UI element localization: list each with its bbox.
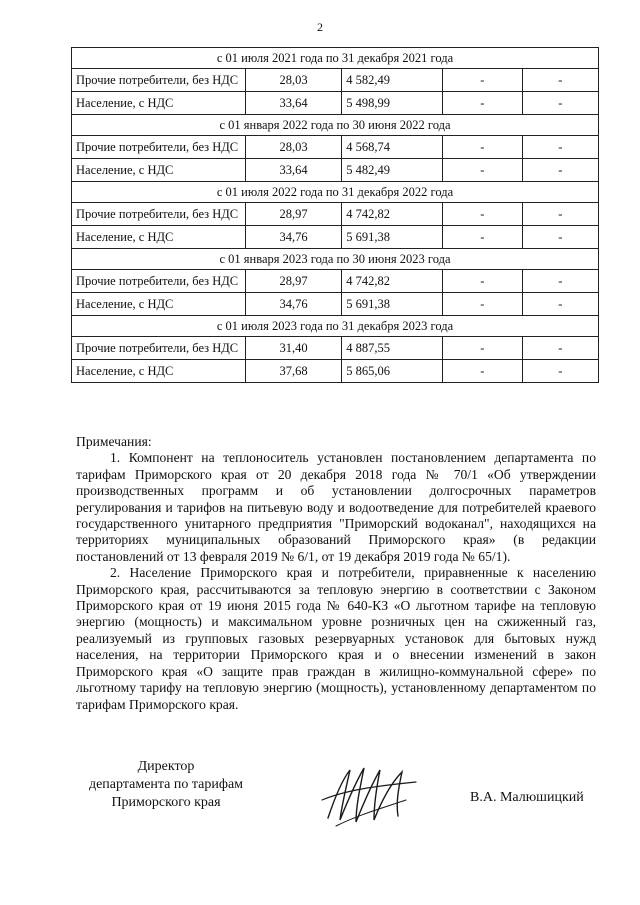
tariff-table bbox=[71, 47, 599, 383]
period-header-row bbox=[72, 249, 599, 270]
period-title: с 01 января 2022 года по 30 июня 2022 года bbox=[72, 115, 599, 136]
tariff-value-2-cell: 4 568,74 bbox=[342, 136, 443, 159]
tariff-value-3-cell: - bbox=[442, 136, 522, 159]
tariff-value-1-cell: 33,64 bbox=[245, 92, 341, 115]
tariff-value-3-cell: - bbox=[442, 293, 522, 316]
tariff-value-3-cell: - bbox=[442, 92, 522, 115]
tariff-value-4-cell: - bbox=[522, 136, 598, 159]
period-header-row bbox=[72, 115, 599, 136]
table-row bbox=[72, 92, 599, 115]
tariff-value-4-cell: - bbox=[522, 293, 598, 316]
period-title: с 01 июля 2022 года по 31 декабря 2022 года bbox=[72, 182, 599, 203]
tariff-value-1-cell: 28,03 bbox=[245, 69, 341, 92]
table-row bbox=[72, 226, 599, 249]
tariff-value-2-cell: 4 742,82 bbox=[342, 203, 443, 226]
tariff-value-4-cell: - bbox=[522, 270, 598, 293]
consumer-category-cell: Население, с НДС bbox=[72, 159, 246, 182]
tariff-value-3-cell: - bbox=[442, 337, 522, 360]
period-header-row bbox=[72, 316, 599, 337]
consumer-category-cell: Прочие потребители, без НДС bbox=[72, 203, 246, 226]
consumer-category-cell: Население, с НДС bbox=[72, 293, 246, 316]
signer-position-line-3: Приморского края bbox=[111, 795, 221, 810]
period-header-row bbox=[72, 182, 599, 203]
table-row bbox=[72, 69, 599, 92]
tariff-value-2-cell: 5 865,06 bbox=[342, 360, 443, 383]
signer-position bbox=[66, 758, 266, 812]
tariff-value-2-cell: 4 742,82 bbox=[342, 270, 443, 293]
period-title: с 01 января 2023 года по 30 июня 2023 года bbox=[72, 249, 599, 270]
table-row bbox=[72, 293, 599, 316]
tariff-value-3-cell: - bbox=[442, 203, 522, 226]
notes-title: Примечания: bbox=[76, 434, 152, 449]
tariff-value-2-cell: 5 691,38 bbox=[342, 293, 443, 316]
notes-section bbox=[76, 434, 596, 713]
tariff-value-3-cell: - bbox=[442, 270, 522, 293]
period-title: с 01 июля 2023 года по 31 декабря 2023 года bbox=[72, 316, 599, 337]
consumer-category-cell: Население, с НДС bbox=[72, 226, 246, 249]
tariff-value-2-cell: 4 582,49 bbox=[342, 69, 443, 92]
tariff-value-2-cell: 5 498,99 bbox=[342, 92, 443, 115]
table-row bbox=[72, 136, 599, 159]
tariff-value-4-cell: - bbox=[522, 360, 598, 383]
signer-name: В.А. Малюшицкий bbox=[470, 790, 584, 805]
signer-position-line-1: Директор bbox=[137, 759, 195, 774]
tariff-value-1-cell: 28,97 bbox=[245, 270, 341, 293]
tariff-value-3-cell: - bbox=[442, 226, 522, 249]
tariff-value-1-cell: 28,97 bbox=[245, 203, 341, 226]
table-row bbox=[72, 360, 599, 383]
period-header-row bbox=[72, 48, 599, 69]
consumer-category-cell: Прочие потребители, без НДС bbox=[72, 337, 246, 360]
tariff-value-2-cell: 5 691,38 bbox=[342, 226, 443, 249]
tariff-value-1-cell: 31,40 bbox=[245, 337, 341, 360]
tariff-value-4-cell: - bbox=[522, 159, 598, 182]
tariff-value-1-cell: 28,03 bbox=[245, 136, 341, 159]
table-row bbox=[72, 159, 599, 182]
handwritten-signature bbox=[316, 760, 426, 830]
table-row bbox=[72, 270, 599, 293]
tariff-table-body bbox=[72, 48, 599, 383]
tariff-value-3-cell: - bbox=[442, 360, 522, 383]
signer-position-line-2: департамента по тарифам bbox=[88, 777, 244, 792]
table-row bbox=[72, 337, 599, 360]
tariff-value-4-cell: - bbox=[522, 203, 598, 226]
tariff-value-1-cell: 37,68 bbox=[245, 360, 341, 383]
tariff-value-3-cell: - bbox=[442, 69, 522, 92]
consumer-category-cell: Население, с НДС bbox=[72, 360, 246, 383]
tariff-value-4-cell: - bbox=[522, 92, 598, 115]
tariff-value-3-cell: - bbox=[442, 159, 522, 182]
consumer-category-cell: Прочие потребители, без НДС bbox=[72, 270, 246, 293]
consumer-category-cell: Население, с НДС bbox=[72, 92, 246, 115]
consumer-category-cell: Прочие потребители, без НДС bbox=[72, 69, 246, 92]
tariff-value-1-cell: 33,64 bbox=[245, 159, 341, 182]
tariff-value-1-cell: 34,76 bbox=[245, 226, 341, 249]
note-item-1: 1. Компонент на теплоноситель установлен постановлением департамента по тарифам Приморского края от 20 декабря 2018 года № 70/1 «Об утверждении производственных программ и об установлении долгосрочных параметров регулирования и тарифов на питьевую воду и водоотведение для потребителей краевого государственного унитарного предприятия "Приморский водоканал", находящихся на территориях муниципальных образований Приморского края» (в редакции постановлений от 13 февраля 2019 № 6/1, от 19 декабря 2019 года № 65/1). bbox=[76, 450, 596, 564]
consumer-category-cell: Прочие потребители, без НДС bbox=[72, 136, 246, 159]
tariff-value-2-cell: 4 887,55 bbox=[342, 337, 443, 360]
tariff-value-2-cell: 5 482,49 bbox=[342, 159, 443, 182]
table-row bbox=[72, 203, 599, 226]
note-item-2: 2. Население Приморского края и потребители, приравненные к населению Приморского края, рассчитываются за тепловую энергию в соответствии с Законом Приморского края от 19 июня 2015 года № 640-КЗ «О льготном тарифе на тепловую энергию (мощность) и максимальном уровне розничных цен на сжиженный газ, реализуемый из групповых газовых резервуарных установок для бытовых нужд населения, на территории Приморского края и о внесении изменений в закон Приморского края «О защите прав граждан в жилищно-коммунальной сфере» по льготному тарифу на тепловую энергию (мощность), установленному департаментом по тарифам Приморского края. bbox=[76, 565, 596, 712]
period-title: с 01 июля 2021 года по 31 декабря 2021 года bbox=[72, 48, 599, 69]
tariff-value-1-cell: 34,76 bbox=[245, 293, 341, 316]
tariff-value-4-cell: - bbox=[522, 69, 598, 92]
tariff-value-4-cell: - bbox=[522, 226, 598, 249]
tariff-value-4-cell: - bbox=[522, 337, 598, 360]
page-number: 2 bbox=[317, 20, 323, 34]
